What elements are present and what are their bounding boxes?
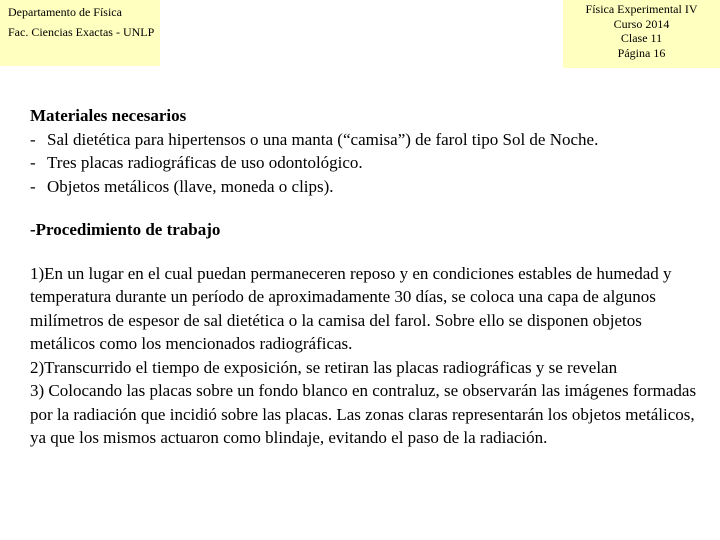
materials-item-text: Objetos metálicos (llave, moneda o clips). — [47, 176, 334, 196]
page-number: Página 16 — [617, 45, 666, 60]
materials-item: - Tres placas radiográficas de uso odontológico. — [30, 151, 698, 175]
header-course-box — [563, 0, 720, 68]
class-number: Clase 11 — [620, 31, 663, 45]
course-year: Curso 2014 — [613, 16, 670, 31]
document-body — [30, 104, 698, 450]
materials-item-text: Sal dietética para hipertensos o una manta (“camisa”) de farol tipo Sol de Noche. — [47, 129, 599, 149]
materials-item: - Objetos metálicos (llave, moneda o clips). — [30, 175, 698, 199]
course-title: Física Experimental IV — [585, 2, 698, 16]
materials-item: - Sal dietética para hipertensos o una manta (“camisa”) de farol tipo Sol de Noche. — [30, 128, 698, 152]
materials-title: Materiales necesarios — [30, 106, 187, 125]
procedure-title: -Procedimiento de trabajo — [30, 220, 221, 239]
procedure-step-3: 3) Colocando las placas sobre un fondo blanco en contraluz, se observarán las imágenes formadas por la radiación que incidió sobre las placas. Las zonas claras representarán los objetos metálicos, ya que los mismos actuaron como blindaje, evitando el paso de la radiación. — [30, 381, 697, 447]
procedure-step-1: 1)En un lugar en el cual puedan permaneceren reposo y en condiciones estables de humedad y temperatura durante un período de aproximadamente 30 días, se coloca una capa de algunos milímetros de espesor de sal dietética o la camisa del farol. Sobre ello se disponen objetos metálicos como los mencionados radiográficas. — [30, 263, 672, 353]
department-name: Departamento de Física — [8, 5, 122, 19]
header-department-box — [0, 0, 160, 66]
faculty-name: Fac. Ciencias Exactas - UNLP — [8, 25, 155, 39]
materials-item-text: Tres placas radiográficas de uso odontológico. — [47, 153, 363, 172]
procedure-steps — [30, 262, 698, 450]
procedure-step-2: 2)Transcurrido el tiempo de exposición, se retiran las placas radiográficas y se revelan — [30, 357, 618, 377]
